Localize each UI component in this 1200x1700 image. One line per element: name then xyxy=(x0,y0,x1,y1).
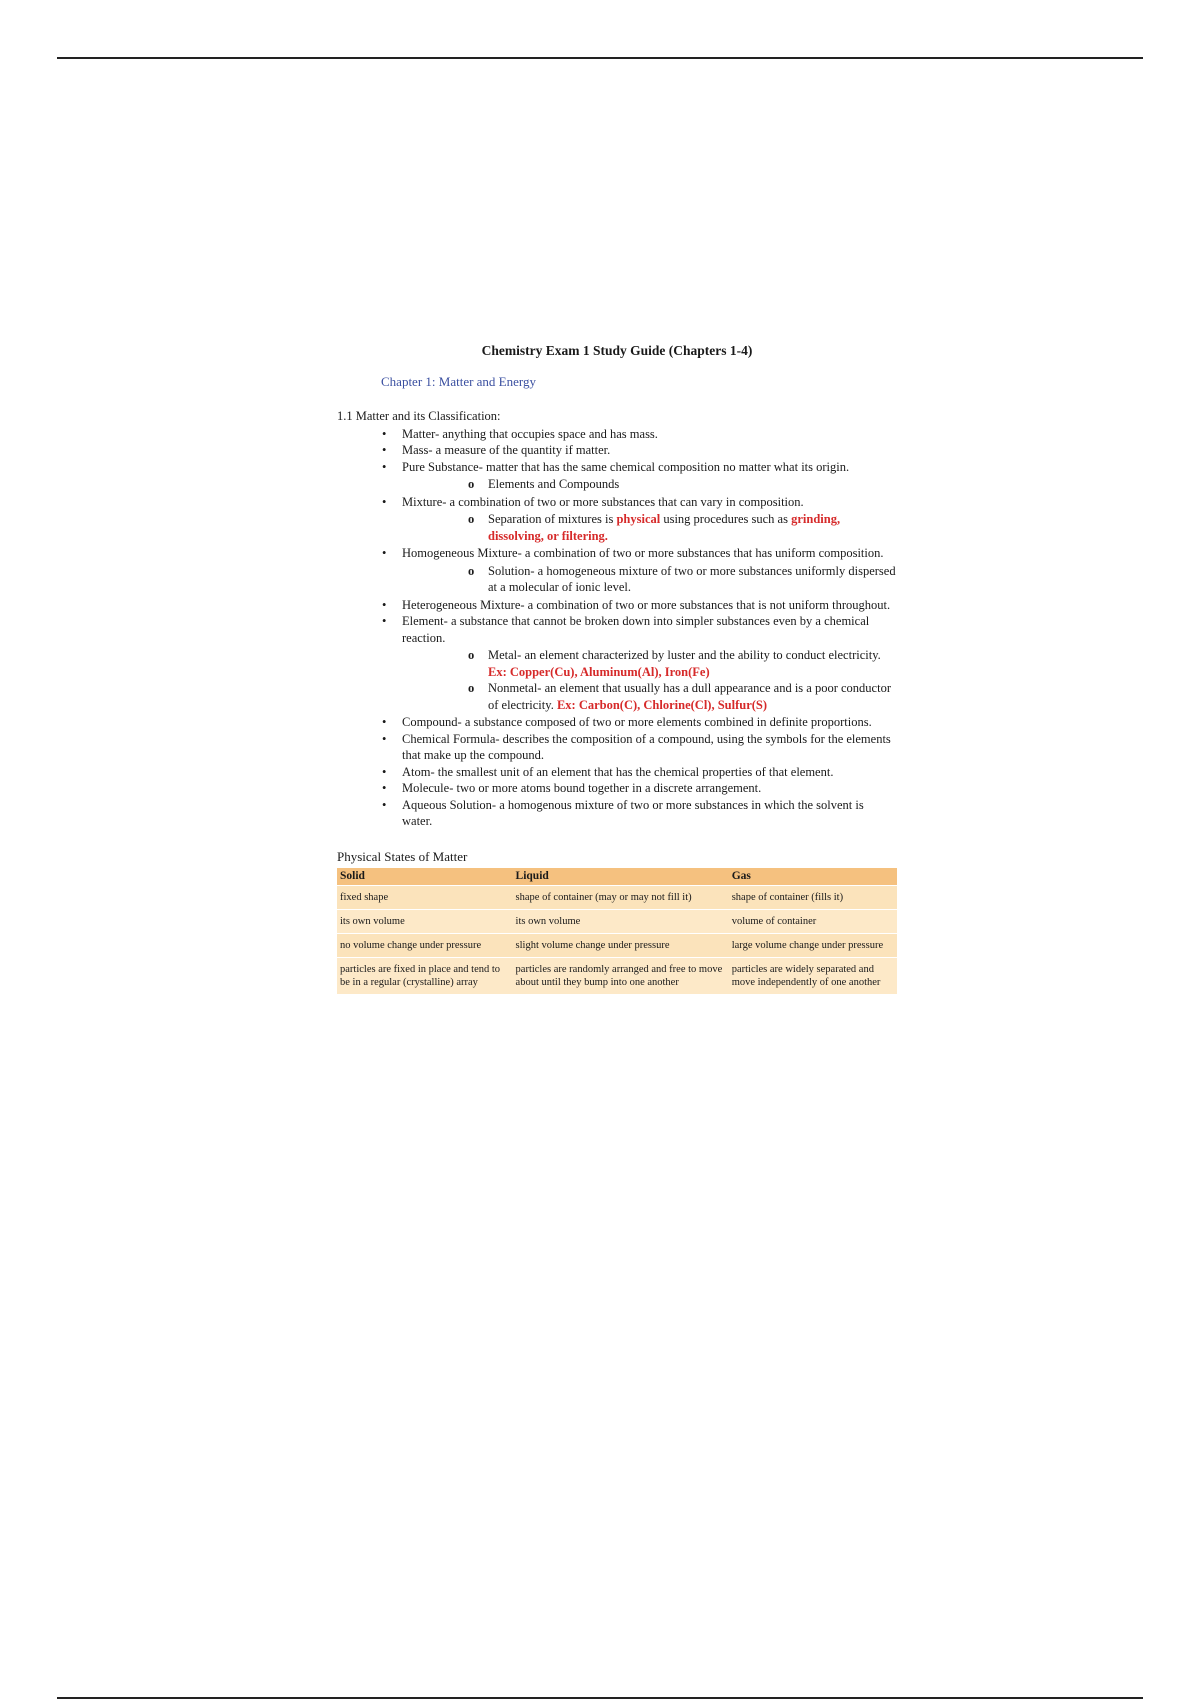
section-heading: 1.1 Matter and its Classification: xyxy=(337,409,501,423)
example-text: Ex: Copper(Cu), Aluminum(Al), Iron(Fe) xyxy=(488,664,710,679)
table-cell: particles are randomly arranged and free to move about until they bump into one another xyxy=(513,958,729,995)
list-item: • Atom- the smallest unit of an element that has the chemical properties of that element. xyxy=(402,764,897,781)
study-guide-page xyxy=(337,343,897,994)
table-header-row xyxy=(337,868,897,886)
table-cell: large volume change under pressure xyxy=(729,934,897,958)
table-row xyxy=(337,934,897,958)
chapter-heading: Chapter 1: Matter and Energy xyxy=(381,373,536,389)
table-row xyxy=(337,910,897,934)
table-cell: slight volume change under pressure xyxy=(513,934,729,958)
list-item: • Molecule- two or more atoms bound together in a discrete arrangement. xyxy=(402,780,897,797)
sub-list-item: o Solution- a homogeneous mixture of two or more substances uniformly dispersed at a molecular of ionic level. xyxy=(488,563,897,596)
table-header-cell: Gas xyxy=(729,868,897,886)
table-cell: particles are fixed in place and tend to be in a regular (crystalline) array xyxy=(337,958,513,995)
table-header-cell: Solid xyxy=(337,868,513,886)
highlight-text: physical xyxy=(616,512,661,526)
table-cell: no volume change under pressure xyxy=(337,934,513,958)
sub-list xyxy=(402,476,897,493)
list-item: • Mixture- a combination of two or more substances that can vary in composition. o Separation of mixtures is physical using procedures such as grinding, dissolving, or filtering. xyxy=(402,494,897,545)
table-cell: fixed shape xyxy=(337,886,513,910)
list-item: • Homogeneous Mixture- a combination of two or more substances that has uniform composition. o Solution- a homogeneous mixture of two or more substances uniformly dispersed at a molecular of ionic level. xyxy=(402,545,897,596)
table-title: Physical States of Matter xyxy=(337,848,468,864)
table-row xyxy=(337,958,897,995)
example-text: Ex: Carbon(C), Chlorine(Cl), Sulfur(S) xyxy=(556,697,768,712)
table-header-cell: Liquid xyxy=(513,868,729,886)
list-item: • Matter- anything that occupies space and has mass. xyxy=(402,426,897,443)
list-item: • Chemical Formula- describes the composition of a compound, using the symbols for the elements that make up the compound. xyxy=(402,731,897,764)
states-of-matter-table xyxy=(337,868,897,994)
table-cell: its own volume xyxy=(513,910,729,934)
bottom-rule xyxy=(57,1697,1143,1699)
document-title: Chemistry Exam 1 Study Guide (Chapters 1-4) xyxy=(481,343,753,358)
list-item: • Heterogeneous Mixture- a combination of two or more substances that is not uniform throughout. xyxy=(402,597,897,614)
sub-list-item: o Metal- an element characterized by luster and the ability to conduct electricity. Ex: Copper(Cu), Aluminum(Al), Iron(Fe) xyxy=(488,647,897,680)
sub-list-item: o Nonmetal- an element that usually has a dull appearance and is a poor conductor of electricity. Ex: Carbon(C), Chlorine(Cl), Sulfur(S) xyxy=(488,680,897,713)
sub-list-item: o Elements and Compounds xyxy=(488,476,897,493)
table-cell: shape of container (may or may not fill it) xyxy=(513,886,729,910)
top-rule xyxy=(57,57,1143,59)
highlight-text: grinding, dissolving, or filtering. xyxy=(488,512,841,543)
list-item: • Element- a substance that cannot be broken down into simpler substances even by a chemical reaction. o Metal- an element characterized by luster and the ability to conduct electricity. Ex: Copper(Cu), Aluminum(Al), Iron(Fe) o Nonmetal- an element that usually has a dull appearance and is a poor conductor of electricity. Ex: Carbon(C), Chlorine(Cl), Sulfur(S) xyxy=(402,613,897,713)
table-row xyxy=(337,886,897,910)
table-cell: its own volume xyxy=(337,910,513,934)
table-cell: volume of container xyxy=(729,910,897,934)
sub-list-item: o Separation of mixtures is physical using procedures such as grinding, dissolving, or filtering. xyxy=(488,511,897,544)
list-item: • Mass- a measure of the quantity if matter. xyxy=(402,442,897,459)
definition-list xyxy=(337,426,897,830)
list-item: • Compound- a substance composed of two or more elements combined in definite proportions. xyxy=(402,714,897,731)
table-cell: particles are widely separated and move independently of one another xyxy=(729,958,897,995)
sub-list xyxy=(402,511,897,544)
list-item: • Pure Substance- matter that has the same chemical composition no matter what its origin. o Elements and Compounds xyxy=(402,459,897,493)
list-item: • Aqueous Solution- a homogenous mixture of two or more substances in which the solvent is water. xyxy=(402,797,897,830)
table-cell: shape of container (fills it) xyxy=(729,886,897,910)
sub-list xyxy=(402,563,897,596)
sub-list xyxy=(402,647,897,713)
